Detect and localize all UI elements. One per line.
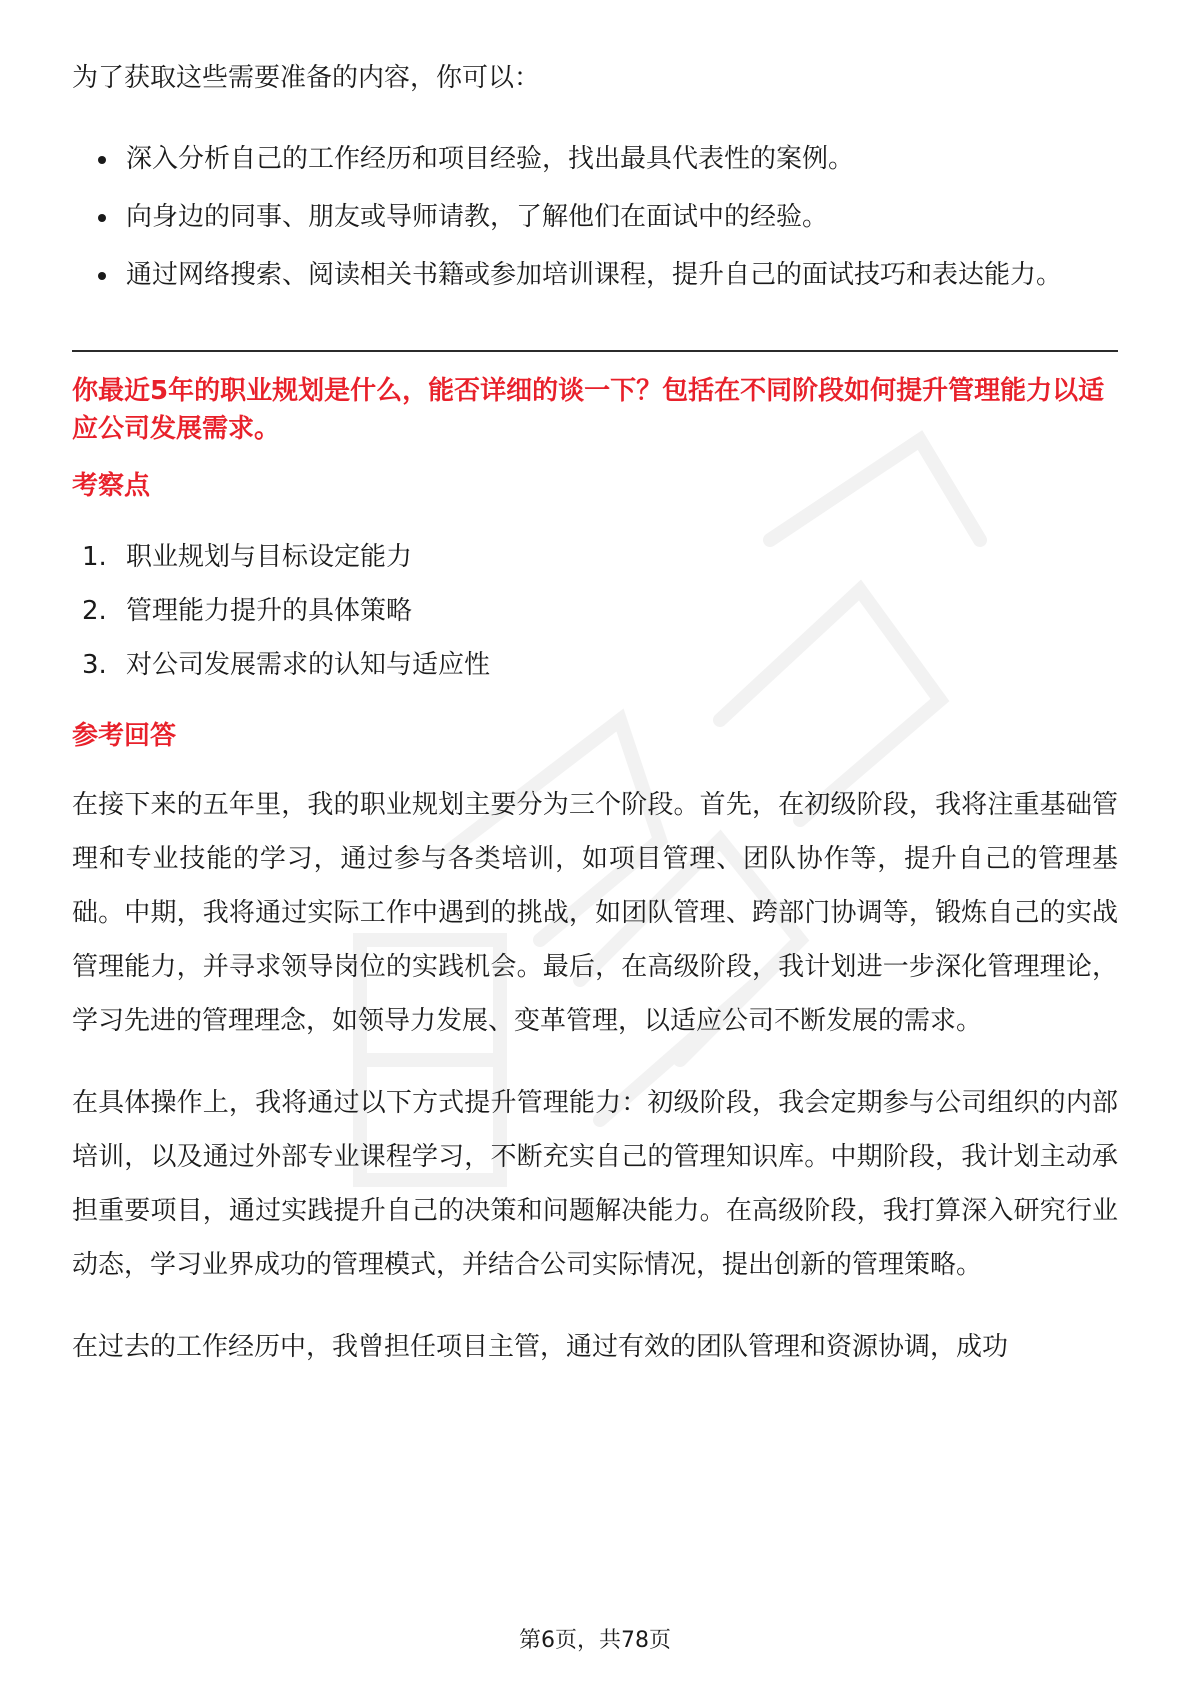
- answer-title: 参考回答: [72, 721, 177, 751]
- list-number: 1.: [82, 542, 107, 572]
- list-item: [72, 584, 1118, 638]
- points-list: [72, 530, 1118, 692]
- list-item: 深入分析自己的工作经历和项目经验，找出最具代表性的案例。: [72, 130, 1118, 188]
- list-text: 管理能力提升的具体策略: [126, 596, 413, 626]
- list-item: 向身边的同事、朋友或导师请教，了解他们在面试中的经验。: [72, 188, 1118, 246]
- intro-text: 为了获取这些需要准备的内容，你可以：: [72, 63, 541, 93]
- page-content: [72, 58, 1118, 1374]
- answer-paragraph: 在接下来的五年里，我的职业规划主要分为三个阶段。首先，在初级阶段，我将注重基础管理和专业技能的学习，通过参与各类培训，如项目管理、团队协作等，提升自己的管理基础。中期，我将通过实际工作中遇到的挑战，如团队管理、跨部门协调等，锻炼自己的实战管理能力，并寻求领导岗位的实践机会。最后，在高级阶段，我计划进一步深化管理理论，学习先进的管理理念，如领导力发展、变革管理，以适应公司不断发展的需求。: [72, 790, 1118, 1036]
- list-item: 通过网络搜索、阅读相关书籍或参加培训课程，提升自己的面试技巧和表达能力。: [72, 246, 1118, 304]
- answer-paragraph: 在具体操作上，我将通过以下方式提升管理能力：初级阶段，我会定期参与公司组织的内部培训，以及通过外部专业课程学习，不断充实自己的管理知识库。中期阶段，我计划主动承担重要项目，通过实践提升自己的决策和问题解决能力。在高级阶段，我打算深入研究行业动态，学习业界成功的管理模式，并结合公司实际情况，提出创新的管理策略。: [72, 1088, 1118, 1280]
- page-number: 第6页，共78页: [519, 1628, 671, 1653]
- list-number: 3.: [82, 650, 107, 680]
- list-item: [72, 638, 1118, 692]
- list-text: 对公司发展需求的认知与适应性: [126, 650, 491, 680]
- list-item: [72, 530, 1118, 584]
- list-number: 2.: [82, 596, 107, 626]
- answer-paragraph: 在过去的工作经历中，我曾担任项目主管，通过有效的团队管理和资源协调，成功: [72, 1332, 1009, 1362]
- bullet-list: [72, 130, 1118, 304]
- question-heading: 你最近5年的职业规划是什么，能否详细的谈一下？包括在不同阶段如何提升管理能力以适应公司发展需求。: [72, 376, 1105, 444]
- list-text: 职业规划与目标设定能力: [126, 542, 413, 572]
- section-divider: [72, 350, 1118, 352]
- points-title: 考察点: [72, 471, 151, 501]
